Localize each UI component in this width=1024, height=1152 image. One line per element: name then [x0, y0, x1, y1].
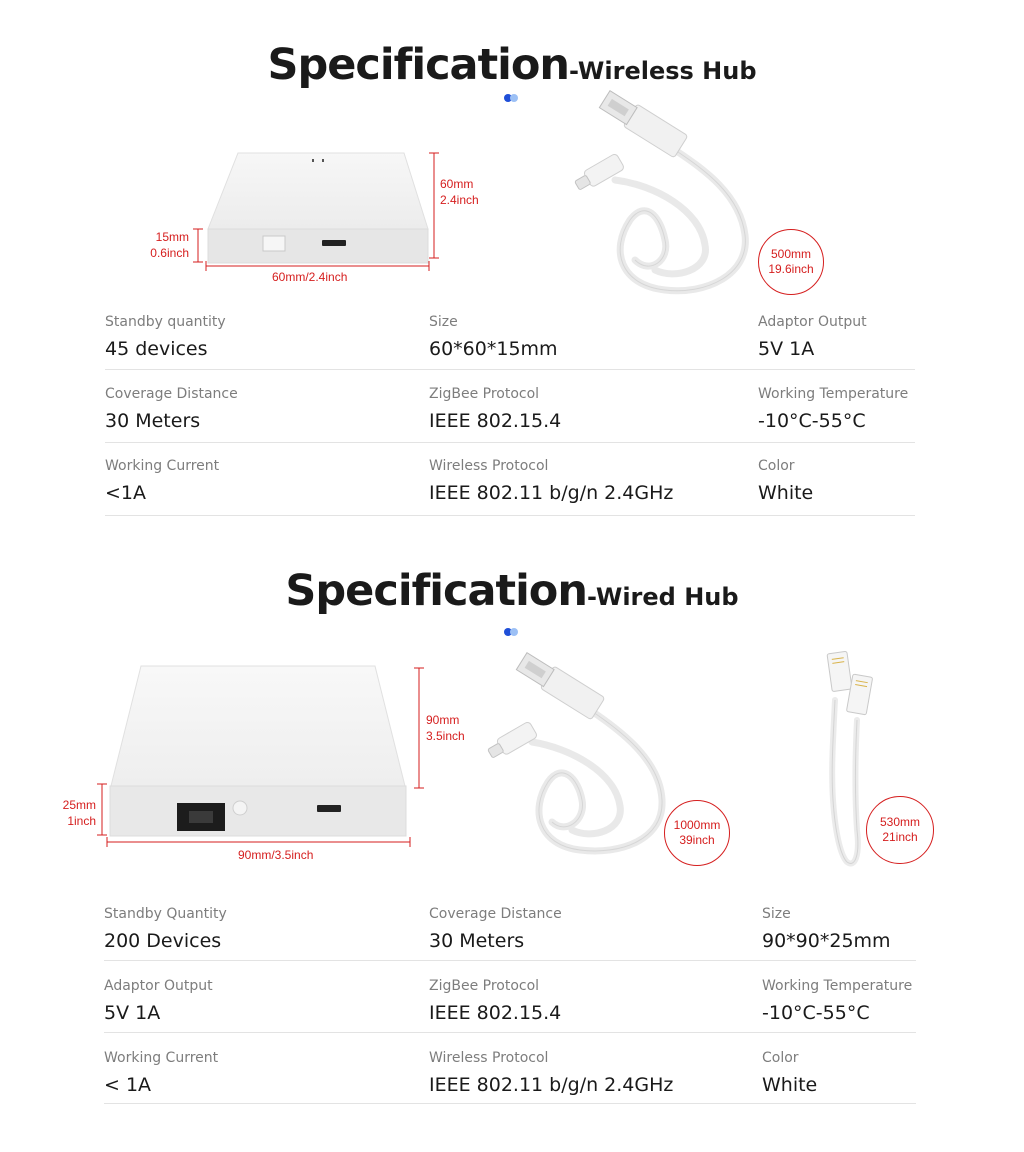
- spec-value: -10°C-55°C: [758, 410, 866, 432]
- wireless-usb-cable-image: [555, 100, 775, 300]
- wired-title-suffix: -Wired Hub: [586, 583, 739, 611]
- spec-label: Working Temperature: [762, 978, 913, 994]
- spec-value: 45 devices: [105, 338, 208, 360]
- wired-width-label: 90mm/3.5inch: [238, 848, 314, 862]
- spec-value: 5V 1A: [104, 1002, 161, 1024]
- spec-label: Standby quantity: [105, 314, 226, 330]
- spec-value: 200 Devices: [104, 930, 222, 952]
- spec-row-divider: [105, 515, 915, 516]
- spec-row-divider: [104, 960, 916, 961]
- spec-label: Adaptor Output: [758, 314, 867, 330]
- wired-usb-cable-length-badge: 1000mm 39inch: [664, 800, 730, 866]
- spec-label: Coverage Distance: [429, 906, 562, 922]
- spec-row-divider: [105, 442, 915, 443]
- wired-usb-cable-image: [470, 660, 690, 860]
- spec-label: Size: [429, 314, 458, 330]
- spec-label: Size: [762, 906, 791, 922]
- spec-value: <1A: [105, 482, 147, 504]
- spec-label: Color: [762, 1050, 799, 1066]
- spec-value: IEEE 802.15.4: [429, 410, 562, 432]
- spec-row-divider: [105, 369, 915, 370]
- spec-label: Color: [758, 458, 795, 474]
- spec-value: 30 Meters: [105, 410, 201, 432]
- wireless-title-suffix: -Wireless Hub: [569, 57, 757, 85]
- spec-row-divider: [104, 1103, 916, 1104]
- wired-title-main: Specification: [285, 566, 587, 616]
- wired-thickness-label: 25mm 1inch: [62, 798, 96, 828]
- spec-row-divider: [104, 1032, 916, 1033]
- spec-value: 60*60*15mm: [429, 338, 558, 360]
- spec-value: < 1A: [104, 1074, 152, 1096]
- spec-label: Working Current: [105, 458, 220, 474]
- spec-label: Adaptor Output: [104, 978, 213, 994]
- spec-value: -10°C-55°C: [762, 1002, 870, 1024]
- spec-value: IEEE 802.11 b/g/n 2.4GHz: [429, 1074, 674, 1096]
- spec-value: White: [758, 482, 814, 504]
- spec-label: ZigBee Protocol: [429, 386, 540, 402]
- wireless-thickness-label: 15mm 0.6inch: [150, 230, 189, 260]
- wireless-height-label: 60mm 2.4inch: [440, 177, 479, 207]
- wireless-cable-length-badge: 500mm 19.6inch: [758, 229, 824, 295]
- spec-value: 30 Meters: [429, 930, 525, 952]
- wired-lan-cable-length-badge: 530mm 21inch: [866, 796, 934, 864]
- spec-value: IEEE 802.15.4: [429, 1002, 562, 1024]
- spec-value: 90*90*25mm: [762, 930, 891, 952]
- spec-label: Working Current: [104, 1050, 219, 1066]
- wireless-title-main: Specification: [267, 40, 570, 90]
- spec-label: Coverage Distance: [105, 386, 238, 402]
- spec-label: Working Temperature: [758, 386, 909, 402]
- spec-value: 5V 1A: [758, 338, 815, 360]
- spec-label: ZigBee Protocol: [429, 978, 540, 994]
- spec-label: Wireless Protocol: [429, 1050, 549, 1066]
- wired-height-label: 90mm 3.5inch: [426, 713, 465, 743]
- spec-value: White: [762, 1074, 818, 1096]
- spec-value: IEEE 802.11 b/g/n 2.4GHz: [429, 482, 674, 504]
- spec-label: Wireless Protocol: [429, 458, 549, 474]
- wireless-width-label: 60mm/2.4inch: [272, 270, 348, 284]
- spec-label: Standby Quantity: [104, 906, 227, 922]
